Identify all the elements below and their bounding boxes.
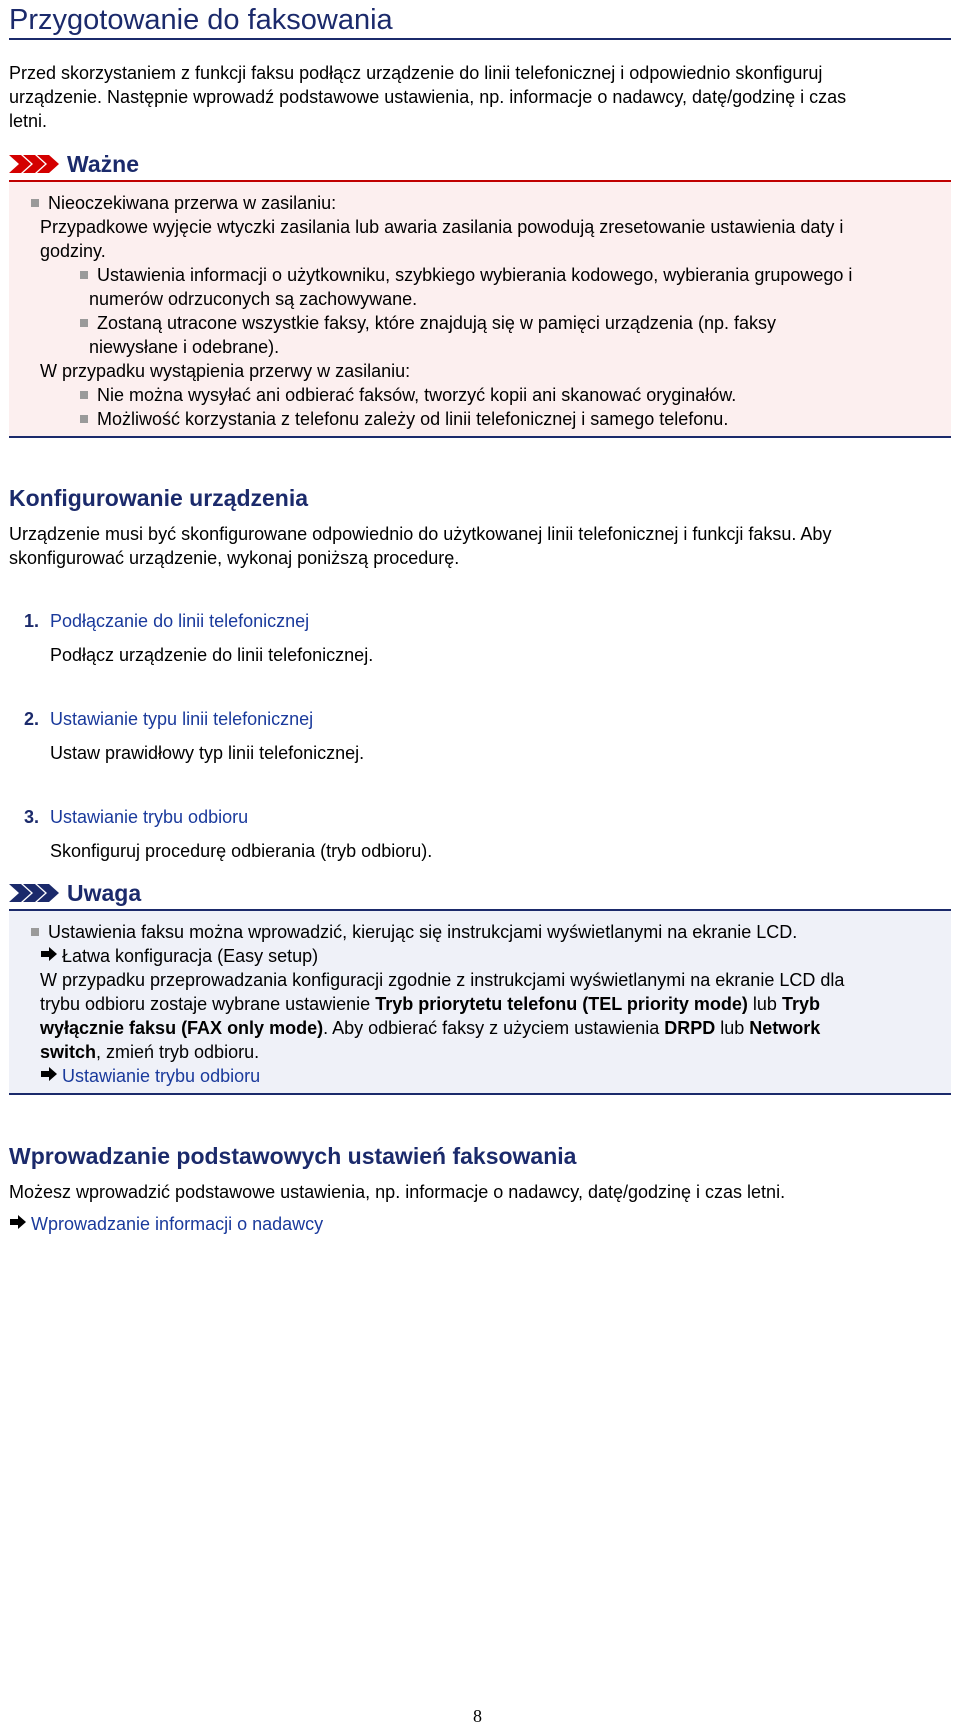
important-text: numerów odrzuconych są zachowywane.	[89, 289, 418, 309]
receive-mode-link[interactable]: Ustawianie trybu odbioru	[62, 1066, 261, 1086]
important-box	[9, 180, 951, 438]
important-header	[9, 149, 139, 179]
bullet-icon	[80, 415, 88, 423]
bullet-icon	[31, 928, 39, 936]
note-easy-setup: Łatwa konfiguracja (Easy setup)	[40, 944, 318, 969]
sender-info-link[interactable]: Wprowadzanie informacji o nadawcy	[31, 1214, 324, 1234]
bullet-icon	[80, 319, 88, 327]
bullet-icon	[80, 391, 88, 399]
note-arrows-icon	[9, 882, 61, 904]
step-number: 2.	[24, 709, 40, 729]
config-line: Urządzenie musi być skonfigurowane odpowiednio do użytkowanej linii telefonicznej i funkcji faksu. Aby	[9, 524, 832, 544]
step-link-connect-line[interactable]: Podłączanie do linii telefonicznej	[50, 611, 310, 631]
intro-line: urządzenie. Następnie wprowadź podstawowe ustawienia, np. informacje o nadawcy, datę/godzinę i czas	[9, 87, 847, 107]
note-text: trybu odbioru zostaje wybrane ustawienie Tryb priorytetu telefonu (TEL priority mode) lub Tryb	[40, 994, 820, 1014]
note-header	[9, 878, 141, 908]
intro-line: letni.	[9, 111, 48, 131]
step-description: Ustaw prawidłowy typ linii telefonicznej.	[50, 743, 365, 763]
step-link-receive-mode[interactable]: Ustawianie trybu odbioru	[50, 807, 249, 827]
bullet-icon	[31, 199, 39, 207]
important-subitem: Ustawienia informacji o użytkowniku, szybkiego wybierania kodowego, wybierania grupowego i	[80, 263, 852, 287]
note-link[interactable]	[40, 1064, 260, 1089]
basic-heading: Wprowadzanie podstawowych ustawień faksowania	[9, 1143, 577, 1169]
config-line: skonfigurować urządzenie, wykonaj poniższą procedurę.	[9, 548, 460, 568]
important-text: W przypadku wystąpienia przerwy w zasilaniu:	[40, 361, 411, 381]
arrow-right-icon	[9, 1211, 27, 1235]
important-text: godziny.	[40, 241, 106, 261]
title-rule	[9, 38, 951, 40]
page-number: 8	[473, 1706, 482, 1726]
important-text: niewysłane i odebrane).	[89, 337, 280, 357]
important-item: Nieoczekiwana przerwa w zasilaniu:	[31, 191, 336, 215]
note-text: switch, zmień tryb odbioru.	[40, 1042, 260, 1062]
important-subitem: Możliwość korzystania z telefonu zależy od linii telefonicznej i samego telefonu.	[80, 407, 728, 431]
config-paragraph	[9, 522, 951, 570]
arrow-right-icon	[40, 1063, 58, 1087]
note-item: Ustawienia faksu można wprowadzić, kierując się instrukcjami wyświetlanymi na ekranie LCD.	[31, 920, 797, 944]
important-subitem: Zostaną utracone wszystkie faksy, które znajdują się w pamięci urządzenia (np. faksy	[80, 311, 776, 335]
step-description: Podłącz urządzenie do linii telefonicznej.	[50, 645, 374, 665]
important-text: Przypadkowe wyjęcie wtyczki zasilania lub awaria zasilania powodują zresetowanie ustawienia daty i	[40, 217, 844, 237]
arrow-right-icon	[40, 943, 58, 967]
page-title: Przygotowanie do faksowania	[9, 4, 393, 36]
note-title: Uwaga	[67, 879, 142, 906]
intro-paragraph	[9, 61, 951, 133]
step-number: 1.	[24, 611, 40, 631]
config-heading: Konfigurowanie urządzenia	[9, 485, 309, 511]
intro-line: Przed skorzystaniem z funkcji faksu podłącz urządzenie do linii telefonicznej i odpowiednio skonfiguruj	[9, 63, 823, 83]
bullet-icon	[80, 271, 88, 279]
step-link-line-type[interactable]: Ustawianie typu linii telefonicznej	[50, 709, 314, 729]
note-box	[9, 909, 951, 1095]
important-arrows-icon	[9, 153, 61, 175]
note-text: W przypadku przeprowadzania konfiguracji zgodnie z instrukcjami wyświetlanymi na ekranie LCD dla	[40, 970, 845, 990]
sender-info-link-row[interactable]	[9, 1212, 323, 1237]
step-description: Skonfiguruj procedurę odbierania (tryb odbioru).	[50, 841, 433, 861]
step-number: 3.	[24, 807, 40, 827]
important-subitem: Nie można wysyłać ani odbierać faksów, tworzyć kopii ani skanować oryginałów.	[80, 383, 736, 407]
important-title: Ważne	[67, 150, 139, 177]
basic-paragraph: Możesz wprowadzić podstawowe ustawienia, np. informacje o nadawcy, datę/godzinę i czas letni.	[9, 1182, 786, 1202]
note-text: wyłącznie faksu (FAX only mode). Aby odbierać faksy z użyciem ustawienia DRPD lub Network	[40, 1018, 821, 1038]
